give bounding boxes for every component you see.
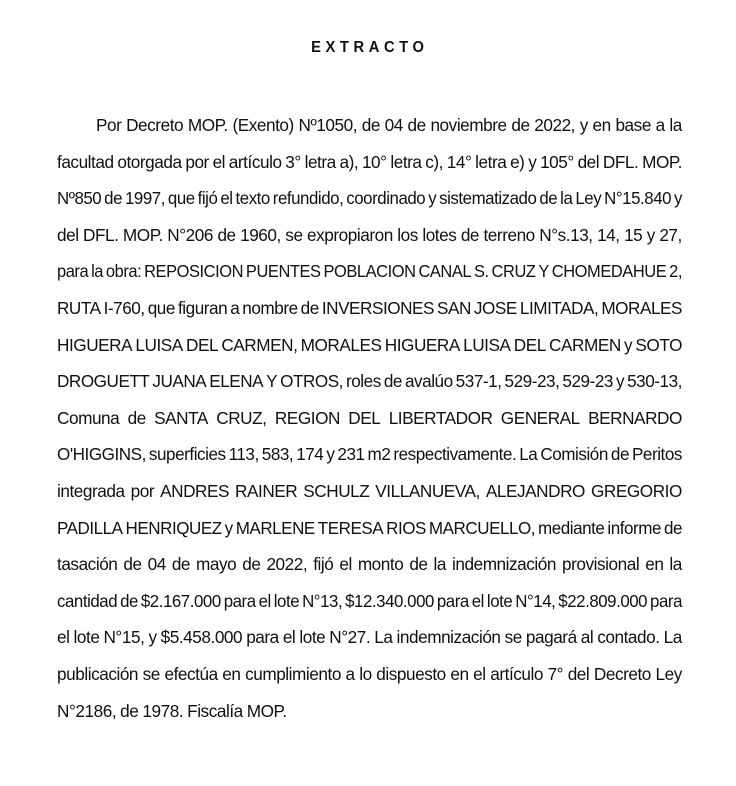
extract-paragraph: [57, 113, 682, 735]
word: 27,: [659, 224, 682, 245]
word: y: [428, 188, 437, 209]
word: GENERAL: [500, 407, 580, 428]
word: sistematizado: [439, 188, 537, 209]
paragraph-line: [57, 442, 682, 479]
word: de: [300, 297, 319, 318]
word: publicación: [57, 663, 139, 684]
word: que: [167, 188, 195, 209]
word: para: [223, 590, 256, 611]
word: 04: [147, 554, 166, 575]
word: $12.340.000: [345, 590, 434, 611]
word: se: [504, 627, 522, 648]
word: al: [580, 627, 594, 648]
word: para: [650, 590, 682, 611]
word: y: [326, 444, 335, 465]
word: LUISA: [463, 334, 511, 355]
word: INVERSIONES: [321, 297, 435, 318]
word: GREGORIO: [590, 480, 682, 501]
word: 174: [296, 444, 324, 465]
word: en: [592, 115, 611, 135]
word: el: [339, 554, 352, 575]
word: Comuna: [57, 407, 120, 428]
word: Comisión: [540, 444, 608, 465]
word: provisional: [562, 554, 640, 575]
word: coordinado: [346, 188, 426, 209]
word: por: [130, 480, 155, 501]
word: lote: [299, 627, 326, 648]
word: a: [345, 663, 355, 684]
word: LIBERTADOR: [388, 407, 493, 428]
word: 1960,: [240, 224, 281, 245]
word: Y: [538, 261, 549, 282]
word: de: [539, 188, 558, 209]
paragraph-line: [57, 369, 682, 406]
word: DEL: [348, 407, 381, 428]
word: de: [120, 590, 138, 611]
word: ELENA: [209, 371, 264, 392]
word: RIOS: [386, 517, 426, 538]
word: DFL.: [602, 151, 639, 172]
word: 10°: [361, 151, 387, 172]
word: contado.: [597, 627, 660, 648]
word: Por: [96, 115, 122, 135]
word: CRUZ: [491, 261, 536, 282]
word: informe: [607, 517, 662, 538]
paragraph-line: [57, 406, 682, 443]
paragraph-line: [57, 223, 682, 260]
word: HIGUERA: [384, 334, 460, 355]
word: 1978.: [142, 700, 184, 721]
word: que: [147, 297, 175, 318]
word: y: [148, 627, 157, 648]
word: JUANA: [152, 371, 207, 392]
word: e): [510, 151, 525, 172]
word: cantidad: [57, 590, 118, 611]
word: a: [655, 115, 665, 135]
word: MOP.: [187, 115, 228, 135]
word: 105°: [540, 151, 574, 172]
word: de: [511, 115, 530, 135]
word: refundido,: [272, 188, 344, 209]
word: y: [615, 371, 625, 392]
word: POBLACION: [323, 261, 416, 282]
word: DEL: [513, 334, 546, 355]
word: efectúa: [164, 663, 218, 684]
word: DEL: [186, 334, 219, 355]
paragraph-line: [57, 625, 682, 662]
word: MARLENE: [235, 517, 315, 538]
word: la: [669, 115, 682, 135]
word: HIGUERA: [57, 334, 133, 355]
word: N°15,: [103, 627, 145, 648]
word: La: [519, 444, 538, 465]
word: 1997,: [124, 188, 165, 209]
word: facultad: [57, 151, 114, 172]
word: para: [246, 627, 279, 648]
word: lote: [486, 590, 513, 611]
word: letra: [304, 151, 336, 172]
word: a: [230, 297, 240, 318]
word: Y: [266, 371, 278, 392]
word: a),: [339, 151, 359, 172]
word: N°15.840: [604, 188, 672, 209]
word: 2022,: [534, 115, 576, 135]
word: S.: [474, 261, 489, 282]
word: fijó: [313, 554, 334, 575]
word: lote: [273, 590, 300, 611]
word: pagará: [525, 627, 577, 648]
word: letra: [390, 151, 422, 172]
paragraph-line: [57, 479, 682, 516]
word: el: [258, 590, 271, 611]
word: el: [282, 627, 296, 648]
word: del: [567, 663, 590, 684]
word: y: [224, 517, 233, 538]
word: noviembre: [430, 115, 507, 135]
word: de: [610, 444, 630, 465]
word: tasación: [57, 554, 118, 575]
word: Ley: [575, 188, 602, 209]
word: de: [460, 224, 480, 245]
word: la: [669, 554, 682, 575]
word: La: [663, 627, 682, 648]
word: N°s.13,: [539, 224, 593, 245]
word: LUISA: [135, 334, 183, 355]
word: y: [579, 115, 588, 135]
word: $22.809.000: [558, 590, 648, 611]
word: MOP.: [122, 224, 163, 245]
word: nombre: [242, 297, 298, 318]
word: terreno: [483, 224, 535, 245]
word: RAINER: [235, 480, 298, 501]
word: N°27.: [329, 627, 371, 648]
word: y: [528, 151, 537, 172]
word: 7°: [547, 663, 564, 684]
word: y: [646, 224, 655, 245]
word: 2,: [669, 261, 682, 282]
word: 529-23: [562, 371, 613, 392]
word: Ley: [655, 663, 682, 684]
paragraph-line: [57, 113, 682, 150]
word: figuran: [177, 297, 228, 318]
word: TERESA: [317, 517, 384, 538]
paragraph-line: [57, 186, 682, 223]
word: DROGUETT: [57, 371, 150, 392]
word: artículo: [490, 663, 543, 684]
word: 14,: [597, 224, 620, 245]
word: REPOSICION: [144, 261, 244, 282]
word: para: [436, 590, 469, 611]
word: indemnización: [396, 627, 501, 648]
word: (Exento): [232, 115, 294, 135]
word: 04: [384, 115, 403, 135]
word: otorgada: [117, 151, 182, 172]
word: Fiscalía: [187, 700, 243, 721]
word: de: [123, 554, 142, 575]
word: CARMEN: [549, 334, 621, 355]
word: integrada: [57, 480, 125, 501]
word: monto: [357, 554, 404, 575]
word: obra:: [105, 261, 142, 282]
word: superficies: [148, 444, 226, 465]
word: SANTA: [154, 407, 208, 428]
word: lo: [359, 663, 372, 684]
word: RUTA: [57, 297, 101, 318]
word: 14°: [446, 151, 472, 172]
paragraph-line: [57, 699, 682, 736]
word: el: [57, 627, 70, 648]
word: respectivamente.: [393, 444, 517, 465]
word: el: [220, 188, 233, 209]
word: LIMITADA,: [519, 297, 599, 318]
word: MOP.: [246, 700, 287, 721]
word: CANAL: [418, 261, 472, 282]
word: del: [577, 151, 600, 172]
word: N°13,: [302, 590, 343, 611]
word: en: [222, 663, 241, 684]
word: 530-13,: [627, 371, 682, 392]
word: en: [450, 663, 469, 684]
word: de: [361, 115, 380, 135]
word: artículo: [228, 151, 282, 172]
word: CHOMEDAHUE: [551, 261, 667, 282]
paragraph-line: [57, 333, 682, 370]
word: SAN: [437, 297, 471, 318]
word: dispuesto: [376, 663, 446, 684]
word: el: [471, 590, 484, 611]
word: N°14,: [515, 590, 556, 611]
word: lotes: [422, 224, 457, 245]
word: MOP.: [642, 151, 682, 172]
paragraph-line: [57, 259, 682, 296]
word: de: [104, 188, 123, 209]
word: de: [383, 371, 402, 392]
word: Decreto: [126, 115, 184, 135]
word: c),: [425, 151, 444, 172]
word: Peritos: [631, 444, 682, 465]
word: de: [663, 517, 682, 538]
paragraph-line: [57, 552, 682, 589]
word: de: [242, 554, 261, 575]
word: HENRIQUEZ: [125, 517, 222, 538]
word: de: [409, 554, 428, 575]
word: 3°: [285, 151, 301, 172]
word: lote: [73, 627, 100, 648]
word: base: [615, 115, 651, 135]
paragraph-line: [57, 662, 682, 699]
word: se: [285, 224, 303, 245]
word: REGION: [274, 407, 340, 428]
word: se: [142, 663, 160, 684]
word: 113,: [228, 444, 259, 465]
word: MORALES: [601, 297, 682, 318]
word: Decreto: [593, 663, 651, 684]
paragraph-line: [57, 296, 682, 333]
word: indemnización: [452, 554, 557, 575]
word: de: [127, 407, 146, 428]
word: MORALES: [300, 334, 382, 355]
paragraph-line: [57, 516, 682, 553]
word: mayo: [196, 554, 237, 575]
word: de: [407, 115, 426, 135]
word: BERNARDO: [588, 407, 682, 428]
word: avalúo: [404, 371, 453, 392]
word: expropiaron: [307, 224, 393, 245]
word: OTROS,: [280, 371, 344, 392]
word: 583,: [261, 444, 294, 465]
word: 529-23,: [504, 371, 560, 392]
paragraph-line: [57, 589, 682, 626]
word: MARCUELLO,: [428, 517, 536, 538]
word: la: [560, 188, 573, 209]
word: DFL.: [83, 224, 119, 245]
word: ALEJANDRO: [485, 480, 585, 501]
word: y: [674, 188, 682, 209]
word: letra: [475, 151, 507, 172]
word: PADILLA: [57, 517, 123, 538]
word: CRUZ,: [216, 407, 267, 428]
word: VILLANUEVA,: [375, 480, 480, 501]
word: JOSE: [473, 297, 517, 318]
word: el: [473, 663, 486, 684]
word: roles: [345, 371, 381, 392]
word: mediante: [538, 517, 605, 538]
word: O'HIGGINS,: [57, 444, 146, 465]
word: N°206: [167, 224, 213, 245]
word: Nº1050,: [298, 115, 358, 135]
word: de: [120, 700, 139, 721]
word: I-760,: [103, 297, 145, 318]
word: el: [212, 151, 226, 172]
word: La: [374, 627, 393, 648]
word: 2022,: [266, 554, 308, 575]
word: texto: [235, 188, 270, 209]
word: N°2186,: [57, 700, 117, 721]
word: 231: [337, 444, 365, 465]
word: cumplimiento: [245, 663, 341, 684]
word: del: [57, 224, 79, 245]
word: 537-1,: [455, 371, 502, 392]
word: SCHULZ: [303, 480, 370, 501]
word: fijó: [197, 188, 218, 209]
word: PUENTES: [245, 261, 321, 282]
word: en: [645, 554, 664, 575]
word: y: [624, 334, 633, 355]
word: los: [397, 224, 418, 245]
word: m2: [367, 444, 391, 465]
word: SOTO: [635, 334, 682, 355]
word: 15: [624, 224, 643, 245]
word: de: [217, 224, 236, 245]
word: $2.167.000: [140, 590, 221, 611]
word: de: [171, 554, 191, 575]
word: CARMEN,: [221, 334, 298, 355]
word: por: [185, 151, 209, 172]
word: la: [433, 554, 447, 575]
word: $5.458.000: [160, 627, 243, 648]
paragraph-line: [57, 150, 682, 187]
document-title: EXTRACTO: [311, 39, 429, 56]
word: ANDRES: [160, 480, 230, 501]
word: Nº850: [57, 188, 102, 209]
word: la: [91, 261, 104, 282]
word: para: [57, 261, 89, 282]
